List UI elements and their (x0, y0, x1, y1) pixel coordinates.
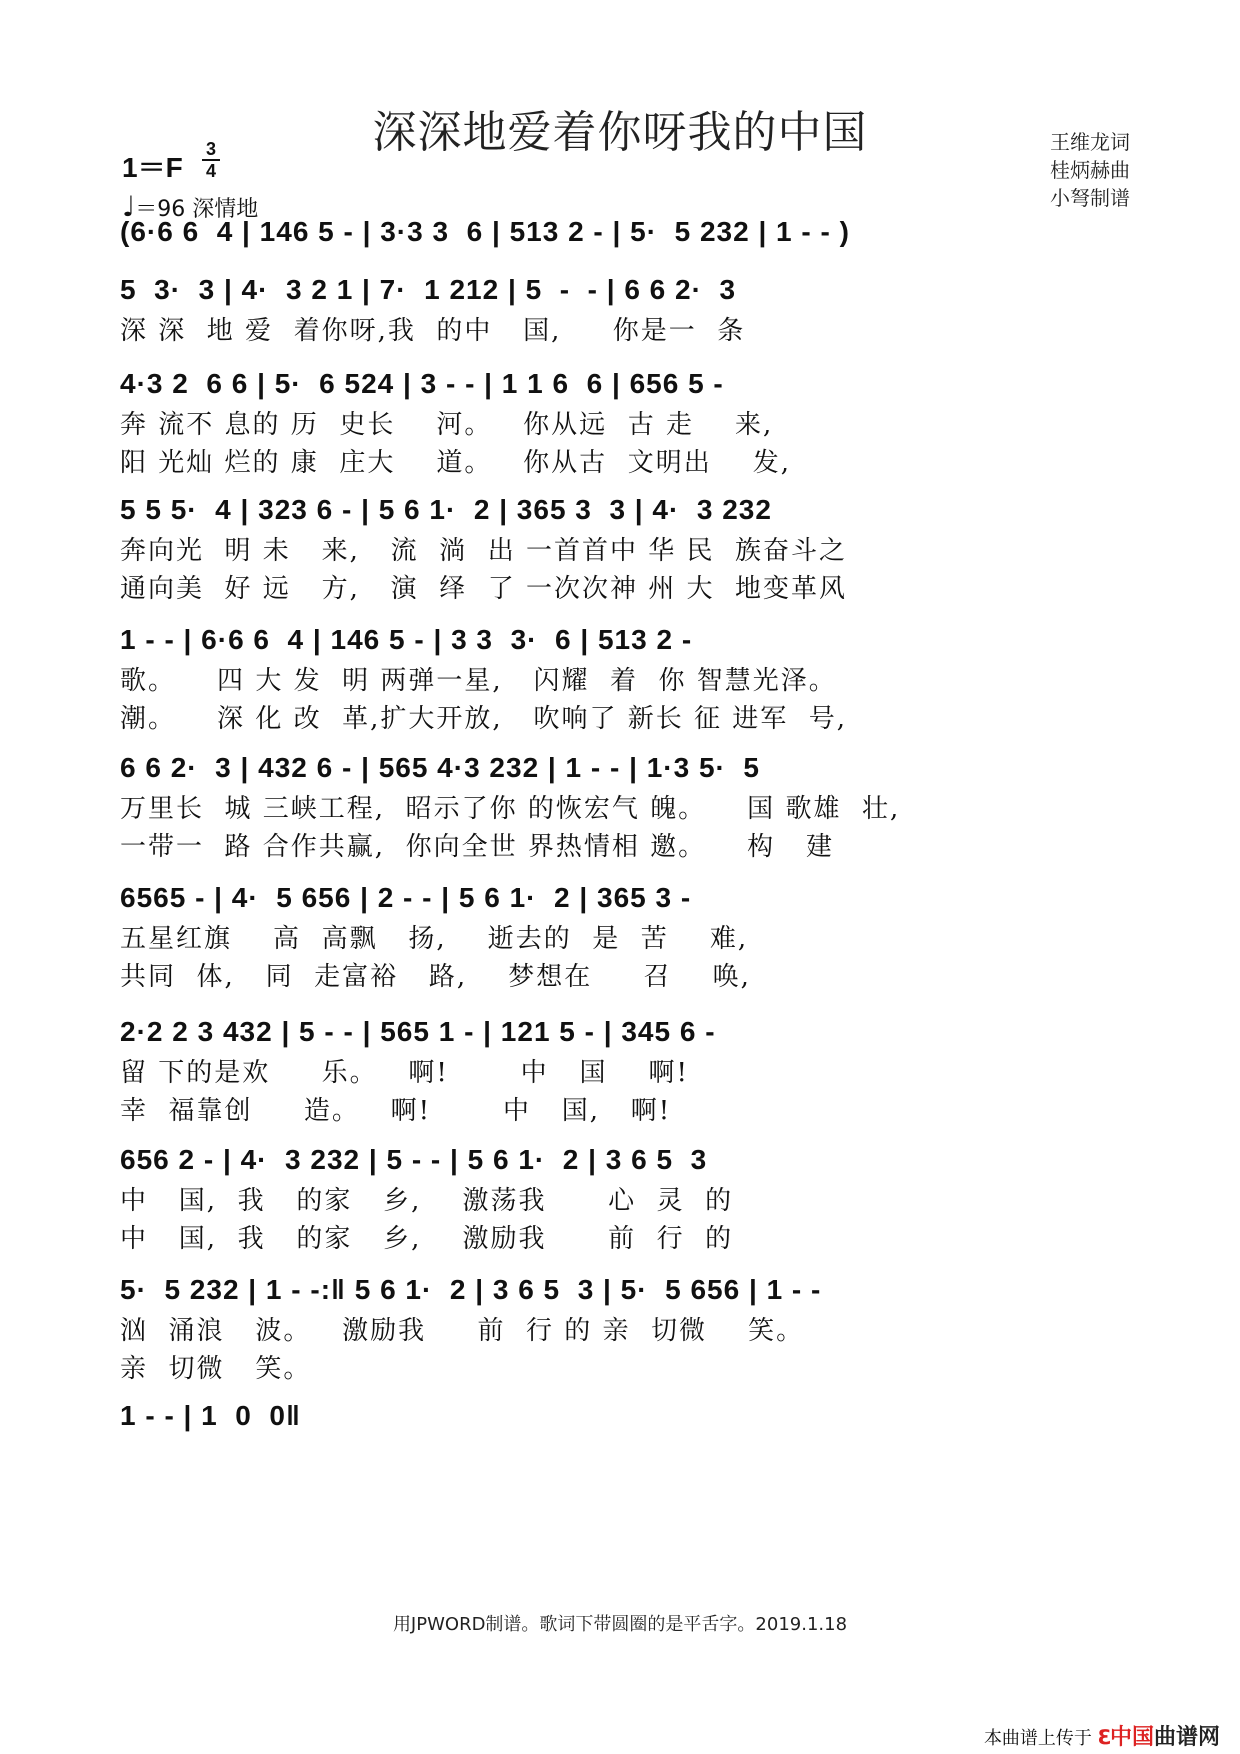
lyric-line: 中 国, 我 的家 乡, 激励我 前 行 的 (120, 1224, 734, 1254)
score-row (120, 618, 1130, 738)
lyric-line: 万里长 城 三峡工程, 昭示了你 的恢宏气 魄。 国 歌雄 壮, (120, 794, 901, 824)
site-logo-icon: ℇ (1097, 1725, 1110, 1749)
score-row (120, 1138, 1130, 1258)
time-signature-bottom: 4 (205, 161, 216, 181)
lyric-line: 汹 涌浪 波。 激励我 前 行 的 亲 切微 笑。 (120, 1316, 805, 1346)
arranger-credit: 小弩制谱 (1050, 186, 1130, 210)
site-brand-dark: 曲谱网 (1153, 1725, 1220, 1750)
notation-line: 1 - - | 6·6 6 4 | 146 5 - | 3 3 3· 6 | 513 2 - (120, 624, 693, 655)
score-row (120, 1394, 1130, 1438)
score-row (120, 746, 1130, 866)
notation-line: 4·3 2 6 6 | 5· 6 524 | 3 - - | 1 1 6 6 | 656 5 - (120, 368, 724, 399)
score-row (120, 362, 1130, 482)
score-row (120, 488, 1130, 608)
lyric-line: 留 下的是欢 乐。 啊! 中 国 啊! (120, 1058, 689, 1088)
quarter-note-icon: ♩ (122, 190, 136, 223)
notation-line: (6·6 6 4 | 146 5 - | 3·3 3 6 | 513 2 - | 5· 5 232 | 1 - - ) (120, 216, 850, 247)
score-row (120, 1010, 1130, 1130)
footer-note: 用JPWORD制谱。歌词下带圆圈的是平舌字。2019.1.18 (392, 1614, 848, 1635)
lyric-line: 阳 光灿 烂的 康 庄大 道。 你从古 文明出 发, (120, 448, 792, 478)
lyric-line: 潮。 深 化 改 革,扩大开放, 吹响了 新长 征 进军 号, (120, 704, 848, 734)
composer-credit: 桂炳赫曲 (1050, 158, 1130, 182)
notation-line: 5 3· 3 | 4· 3 2 1 | 7· 1 212 | 5 - - | 6 6 2· 3 (120, 274, 737, 305)
time-signature (202, 140, 220, 180)
upload-credit (984, 1720, 1220, 1751)
notation-line: 1 - - | 1 0 0‖ (120, 1400, 301, 1431)
lyric-line: 歌。 四 大 发 明 两弹一星, 闪耀 着 你 智慧光泽。 (120, 666, 837, 696)
score-row (120, 1268, 1130, 1388)
notation-line: 6 6 2· 3 | 432 6 - | 565 4·3 232 | 1 - - | 1·3 5· 5 (120, 752, 760, 783)
tempo-bpm: ＝96 (135, 197, 186, 222)
notation-line: 6565 - | 4· 5 656 | 2 - - | 5 6 1· 2 | 365 3 - (120, 882, 692, 913)
notation-line: 5 5 5· 4 | 323 6 - | 5 6 1· 2 | 365 3 3 | 4· 3 232 (120, 494, 772, 525)
lyric-line: 深 深 地 爱 着你呀,我 的中 国, 你是一 条 (120, 316, 746, 346)
lyric-line: 奔向光 明 未 来, 流 淌 出 一首首中 华 民 族奋斗之 (120, 536, 848, 566)
notation-line: 2·2 2 3 432 | 5 - - | 565 1 - | 121 5 - | 345 6 - (120, 1016, 716, 1047)
time-signature-top: 3 (205, 139, 216, 159)
site-brand-red: 中国 (1109, 1725, 1154, 1750)
score-row (120, 876, 1130, 996)
lyric-line: 中 国, 我 的家 乡, 激荡我 心 灵 的 (120, 1186, 734, 1216)
upload-prefix: 本曲谱上传于 (983, 1728, 1092, 1749)
notation-line: 5· 5 232 | 1 - -:‖ 5 6 1· 2 | 3 6 5 3 | 5· 5 656 | 1 - - (120, 1274, 822, 1305)
page-title: 深深地爱着你呀我的中国 (372, 107, 868, 158)
tempo-expression: 深情地 (192, 197, 259, 222)
score-row (120, 210, 1130, 254)
lyric-line: 奔 流不 息的 历 史长 河。 你从远 古 走 来, (120, 410, 774, 440)
lyric-line: 幸 福靠创 造。 啊! 中 国, 啊! (120, 1096, 672, 1126)
lyric-line: 一带一 路 合作共赢, 你向全世 界热情相 邀。 构 建 (120, 832, 834, 862)
credits (1050, 128, 1130, 212)
notation-line: 656 2 - | 4· 3 232 | 5 - - | 5 6 1· 2 | 3 6 5 3 (120, 1144, 708, 1175)
lyric-line: 亲 切微 笑。 (120, 1354, 312, 1384)
lyric-line: 五星红旗 高 高飘 扬, 逝去的 是 苦 难, (120, 924, 749, 954)
lyricist-credit: 王维龙词 (1050, 130, 1130, 154)
lyric-line: 共同 体, 同 走富裕 路, 梦想在 召 唤, (120, 962, 751, 992)
key-signature: 1＝F (122, 152, 183, 183)
score-row (120, 268, 1130, 350)
lyric-line: 通向美 好 远 方, 演 绎 了 一次次神 州 大 地变革风 (120, 574, 848, 604)
